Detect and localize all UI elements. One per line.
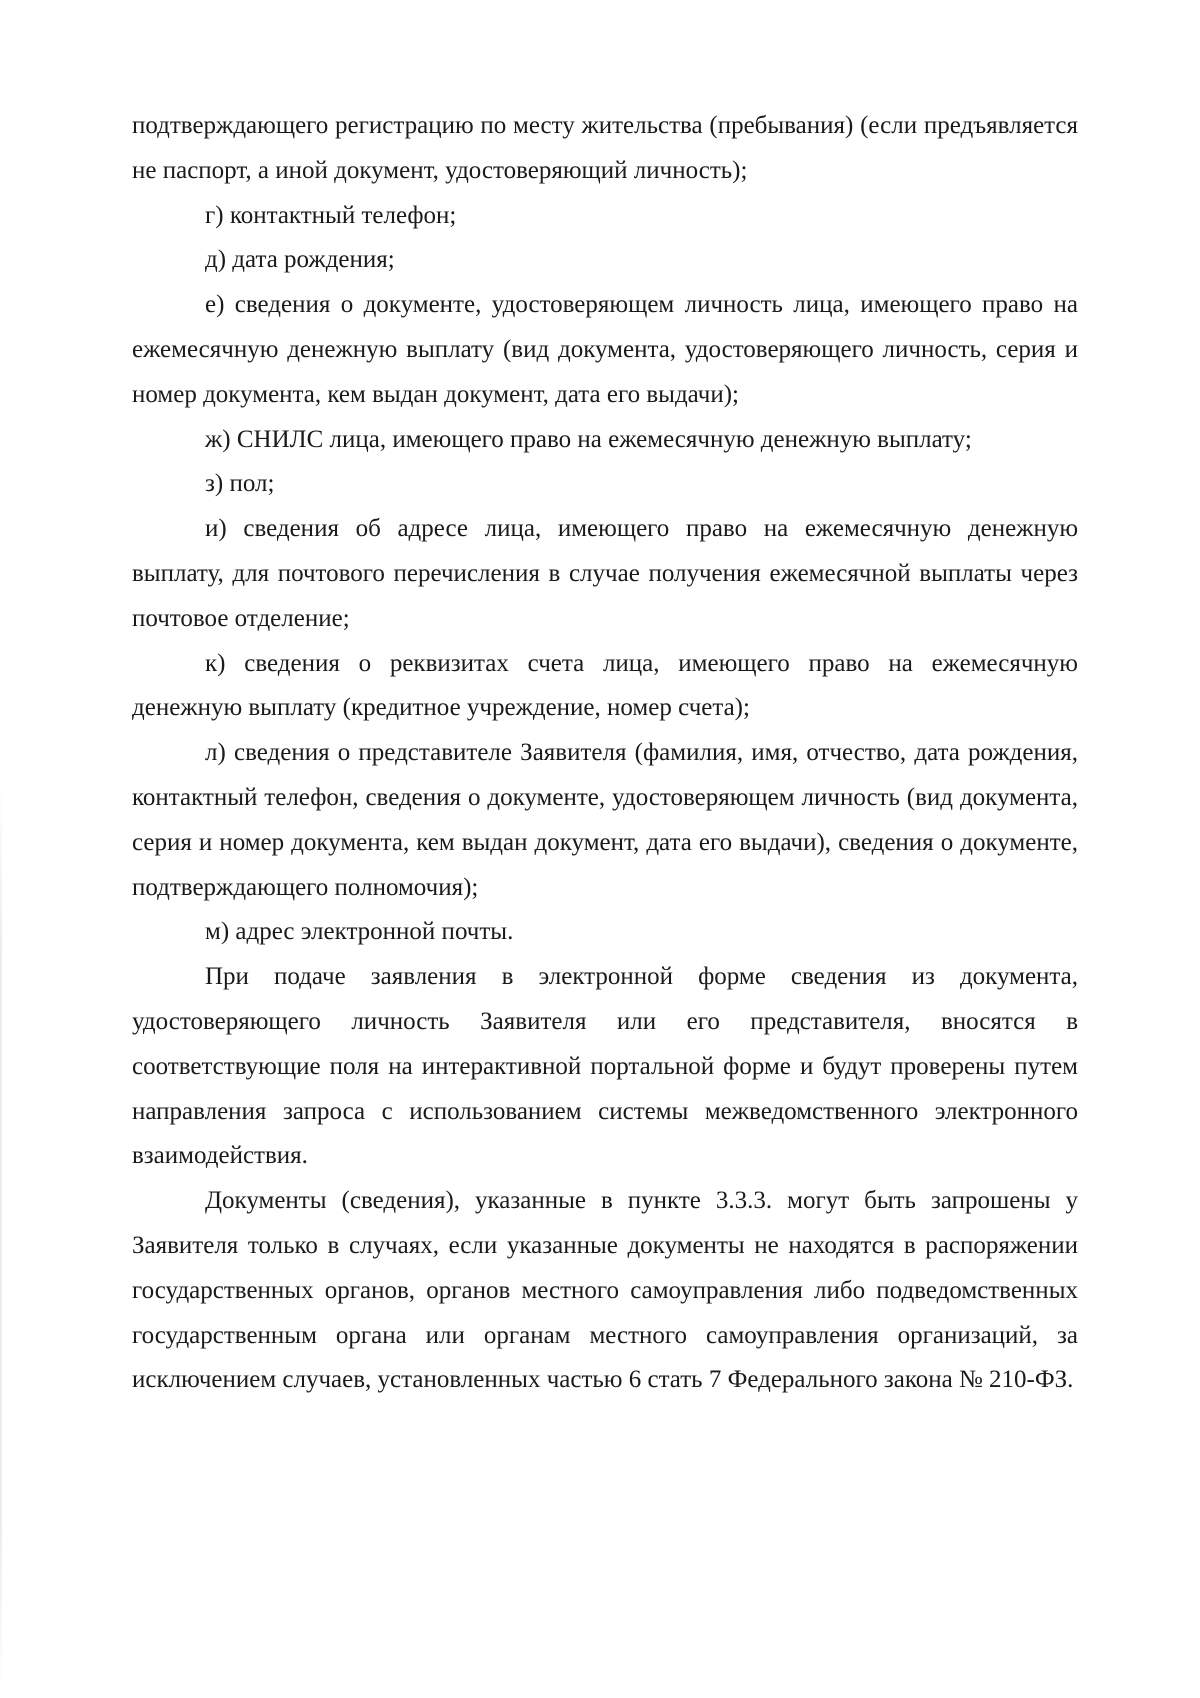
paragraph-electronic-form: При подаче заявления в электронной форме сведения из документа, удостоверяющего личность Заявителя или его представителя, вносятся в соответствующие поля на интерактивной портальной форме и будут проверены путем направления запроса с использованием системы межведомственного электронного взаимодействия.	[132, 963, 1078, 1170]
list-item-g: г) контактный телефон;	[205, 201, 457, 229]
list-item-l: л) сведения о представителе Заявителя (фамилия, имя, отчество, дата рождения, контактный телефон, сведения о документе, удостоверяющем личность (вид документа, серия и номер документа, кем выдан документ, дата его выдачи), сведения о документе, подтверждающего полномочия);	[132, 739, 1078, 901]
scan-edge-shadow	[0, 780, 2, 1698]
list-item-k: к) сведения о реквизитах счета лица, имеющего право на ежемесячную денежную выплату (кредитное учреждение, номер счета);	[132, 649, 1078, 722]
paragraph-documents-request: Документы (сведения), указанные в пункте 3.3.3. могут быть запрошены у Заявителя только в случаях, если указанные документы не находятся в распоряжении государственных органов, органов местного самоуправления либо подведомственных государственным органа или органам местного самоуправления организаций, за исключением случаев, установленных частью 6 стать 7 Федерального закона № 210-ФЗ.	[132, 1187, 1078, 1394]
paragraph-continuation: подтверждающего регистрацию по месту жительства (пребывания) (если предъявляется не паспорт, а иной документ, удостоверяющий личность);	[132, 112, 1078, 184]
list-item-i: и) сведения об адресе лица, имеющего право на ежемесячную денежную выплату, для почтового перечисления в случае получения ежемесячной выплаты через почтовое отделение;	[132, 515, 1078, 632]
list-item-e: е) сведения о документе, удостоверяющем личность лица, имеющего право на ежемесячную денежную выплату (вид документа, удостоверяющего личность, серия и номер документа, кем выдан документ, дата его выдачи);	[132, 291, 1078, 408]
list-item-z: з) пол;	[205, 470, 275, 498]
document-body	[132, 104, 1078, 1403]
list-item-zh: ж) СНИЛС лица, имеющего право на ежемесячную денежную выплату;	[205, 425, 972, 453]
list-item-m: м) адрес электронной почты.	[205, 918, 514, 946]
list-item-d: д) дата рождения;	[205, 246, 395, 274]
